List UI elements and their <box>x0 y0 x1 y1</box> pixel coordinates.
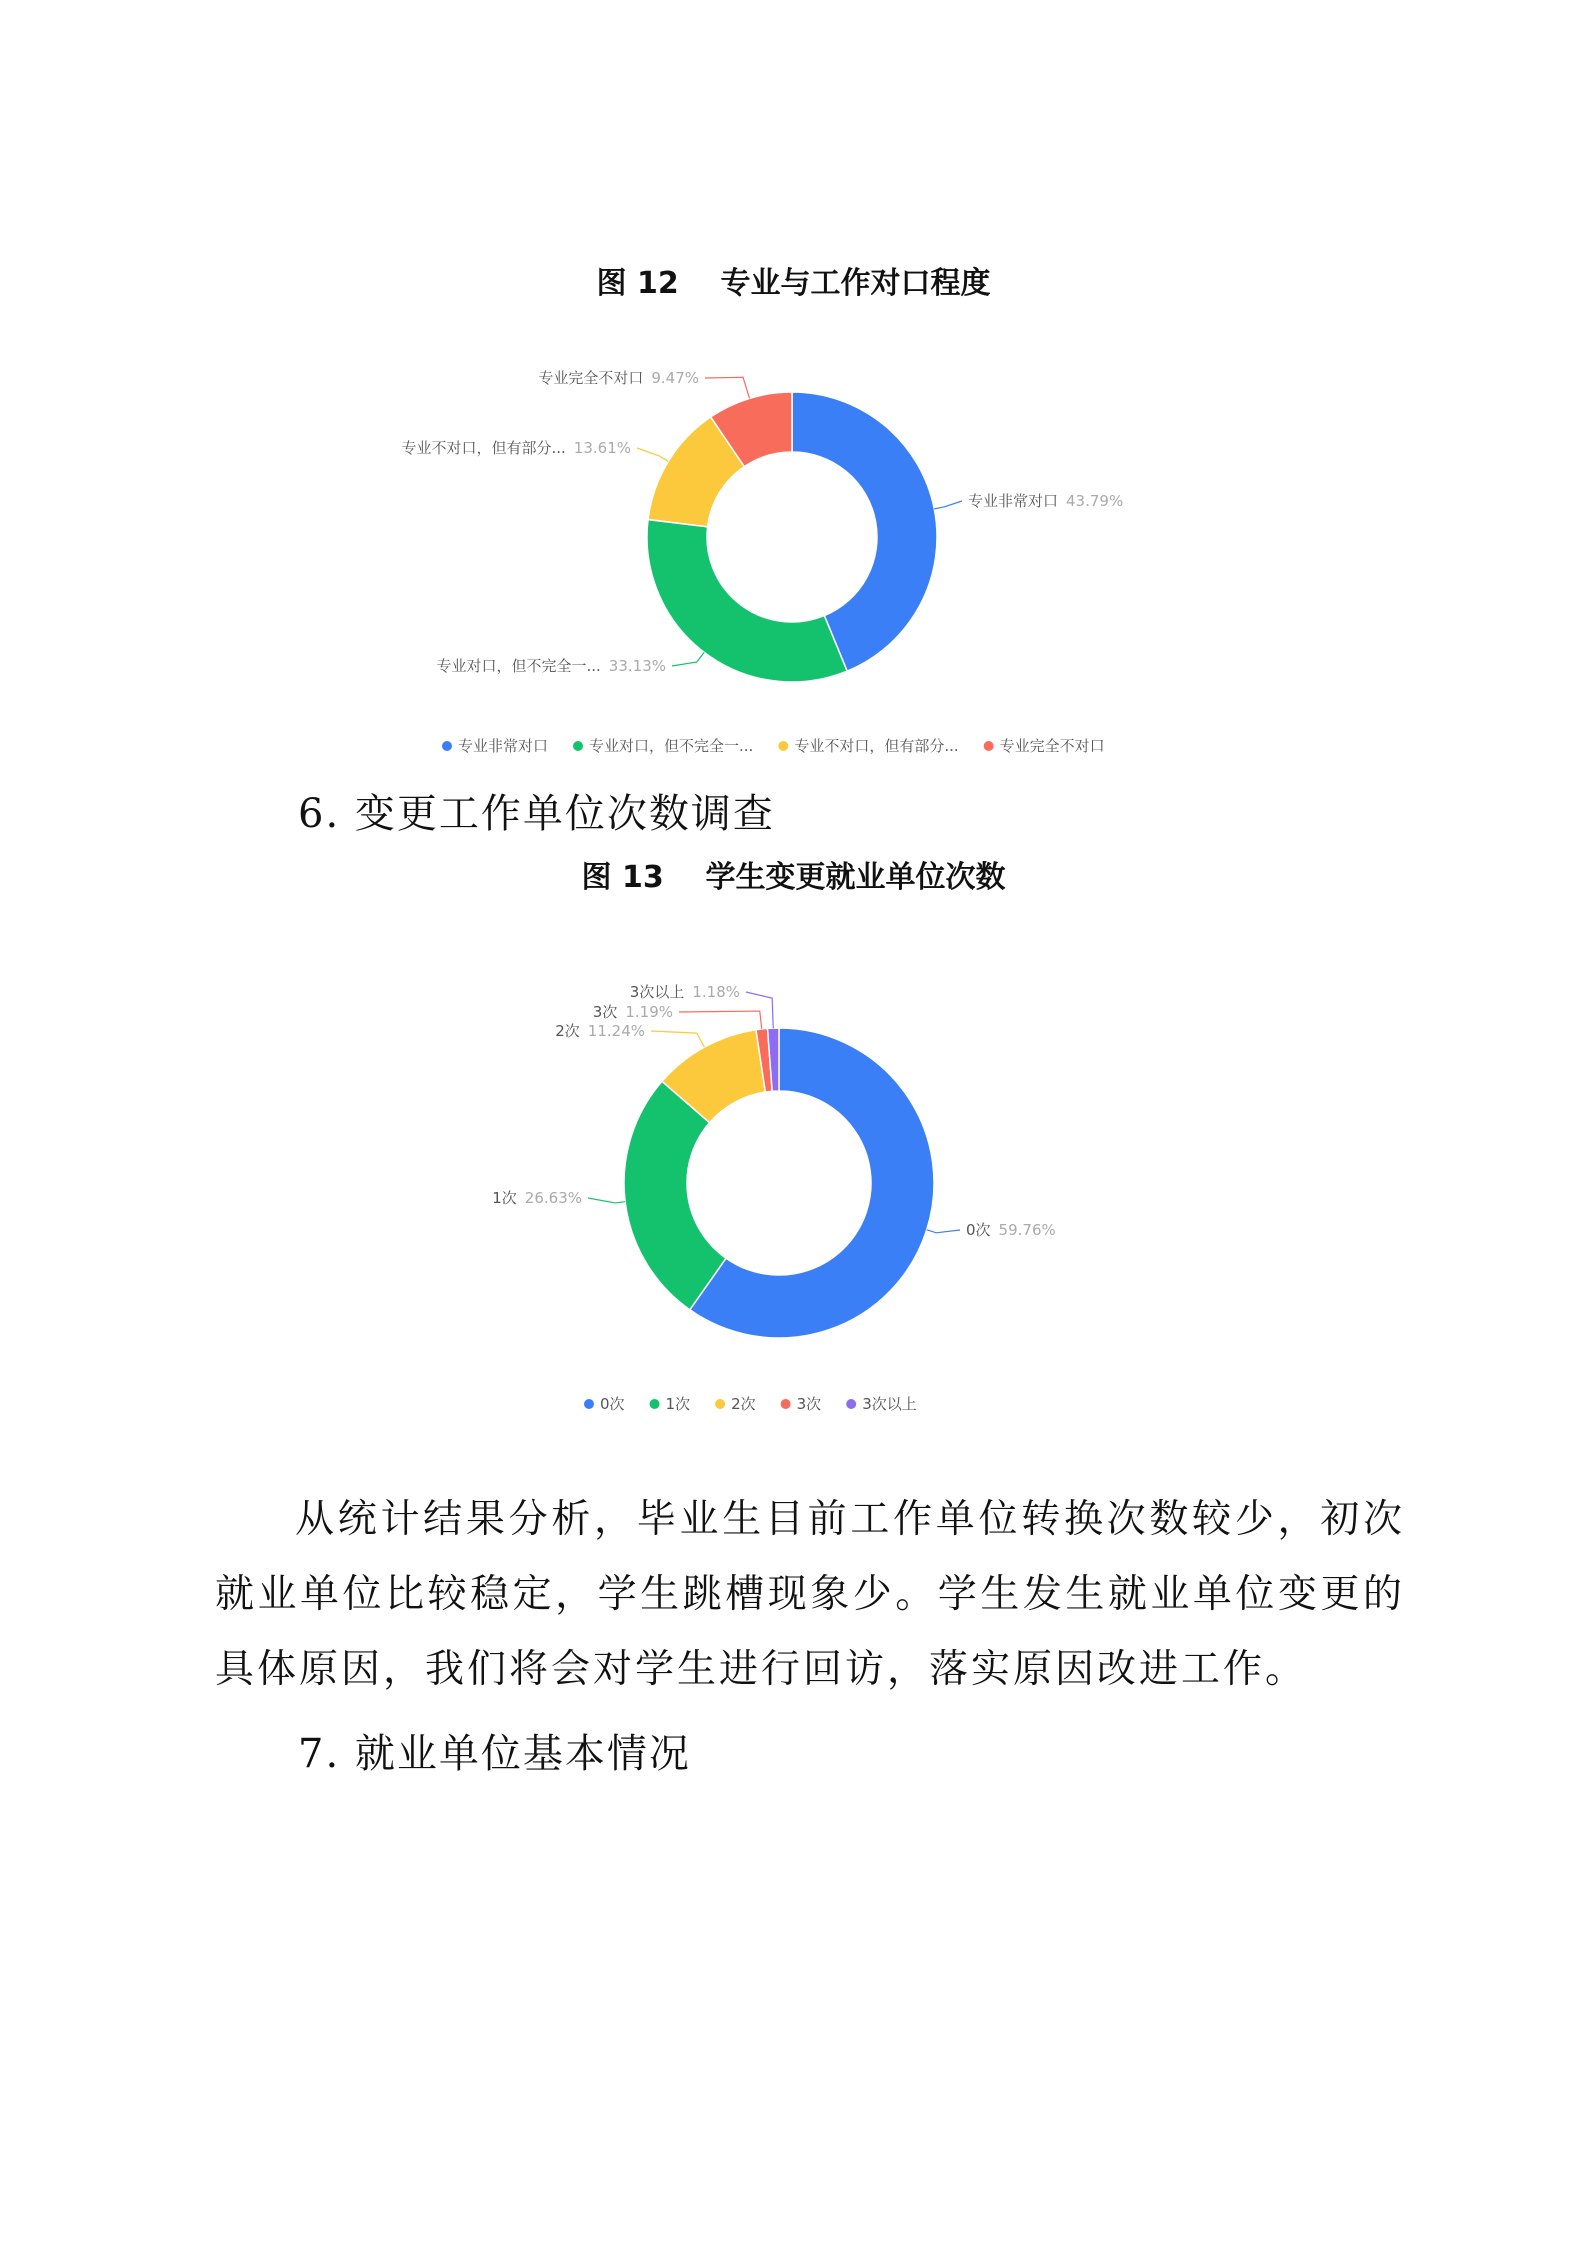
chart13-legend-marker-0 <box>584 1399 594 1409</box>
chart13-data-label-4: 3次以上 1.18% <box>629 983 740 1001</box>
chart13-data-label-1: 1次 26.63% <box>492 1189 582 1207</box>
chart12-leader-line-0 <box>934 501 962 509</box>
chart13-legend-marker-2 <box>715 1399 725 1409</box>
chart13-legend-label-1: 1次 <box>665 1395 691 1413</box>
chart13-data-label-3: 3次 1.19% <box>592 1003 673 1021</box>
section-7-heading: 7. 就业单位基本情况 <box>298 1731 691 1777</box>
chart12-leader-line-1 <box>672 652 704 666</box>
donut-chart-13 <box>0 960 1587 1500</box>
chart12-data-label-1: 专业对口，但不完全一... 33.13% <box>436 657 666 675</box>
chart12-legend-label-0: 专业非常对口 <box>458 737 549 755</box>
chart13-leader-line-1 <box>588 1198 625 1203</box>
chart13-legend-label-4: 3次以上 <box>862 1395 917 1413</box>
summary-paragraph: 从统计结果分析，毕业生目前工作单位转换次数较少，初次就业单位比较稳定，学生跳槽现象少。学生发生就业单位变更的具体原因，我们将会对学生进行回访，落实原因改进工作。 <box>215 1497 1405 1692</box>
chart12-data-label-0: 专业非常对口 43.79% <box>968 492 1124 510</box>
chart12-legend-marker-0 <box>442 741 452 751</box>
chart12-leader-line-3 <box>705 377 749 398</box>
chart13-data-label-2: 2次 11.24% <box>555 1022 645 1040</box>
chart13-legend-marker-1 <box>650 1399 660 1409</box>
chart12-legend-label-1: 专业对口，但不完全一... <box>589 737 754 755</box>
chart12-legend-marker-2 <box>778 741 788 751</box>
chart13-leader-line-0 <box>927 1230 960 1233</box>
chart13-legend-marker-4 <box>846 1399 856 1409</box>
chart12-legend-label-2: 专业不对口，但有部分... <box>794 737 959 755</box>
chart12-leader-line-2 <box>637 448 668 461</box>
chart13-leader-line-3 <box>679 1011 762 1029</box>
section-6-heading: 6. 变更工作单位次数调查 <box>298 791 775 837</box>
chart12-legend-label-3: 专业完全不对口 <box>999 737 1105 755</box>
chart12-legend-marker-3 <box>984 741 994 751</box>
donut-chart-12 <box>0 260 1587 780</box>
figure-13-title: 图 13 学生变更就业单位次数 <box>581 860 1006 895</box>
chart12-legend-marker-1 <box>573 741 583 751</box>
chart13-leader-line-4 <box>746 992 773 1028</box>
chart13-legend-label-0: 0次 <box>600 1395 625 1413</box>
chart12-data-label-2: 专业不对口，但有部分... 13.61% <box>401 439 631 457</box>
chart13-data-label-0: 0次 59.76% <box>966 1221 1056 1239</box>
chart12-slice-1 <box>647 520 847 682</box>
chart13-legend-label-2: 2次 <box>731 1395 756 1413</box>
chart13-legend-label-3: 3次 <box>796 1395 822 1413</box>
chart13-legend-marker-3 <box>781 1399 791 1409</box>
chart12-data-label-3: 专业完全不对口 9.47% <box>538 369 699 387</box>
figure-12-title: 图 12 专业与工作对口程度 <box>596 266 991 301</box>
chart13-leader-line-2 <box>651 1031 704 1047</box>
